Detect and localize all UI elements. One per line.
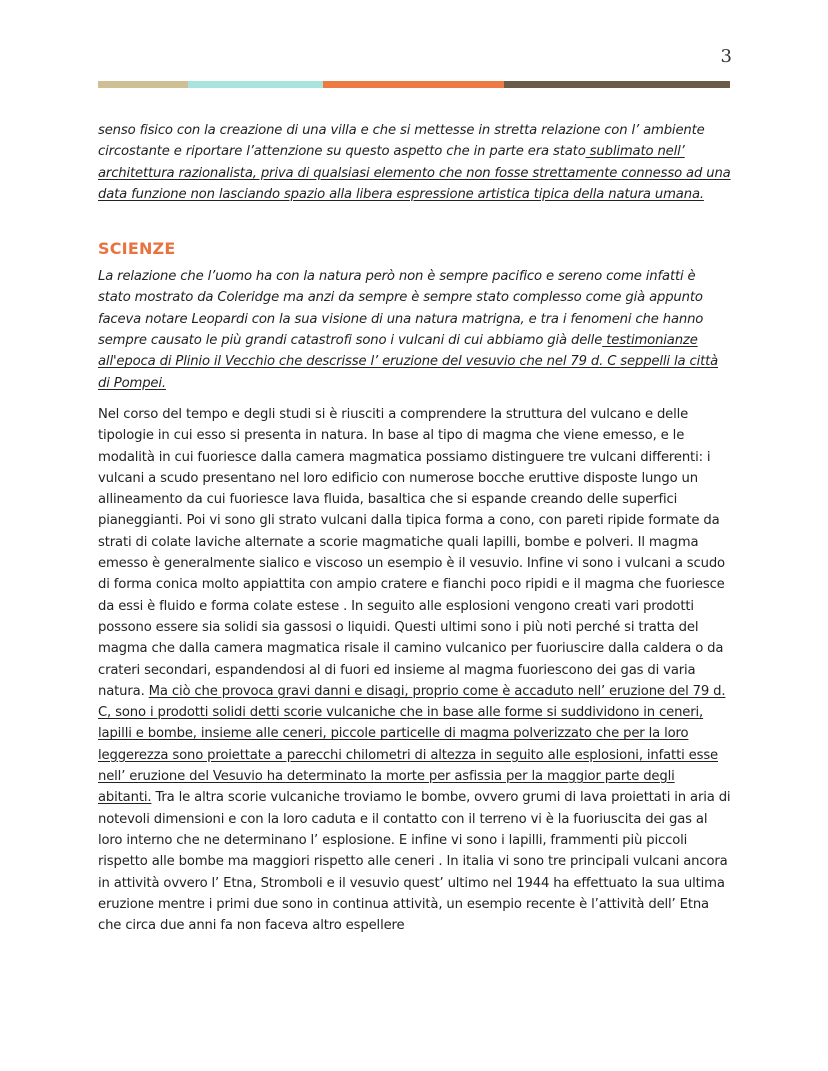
color-bar-segment-orange: [323, 81, 504, 88]
intro-text: senso fisico con la creazione di una villa e che si mettesse in stretta relazione con l’ ambiente circostante e riportare l’attenzione su questo aspetto che in parte era stato: [98, 123, 705, 160]
scienze-intro-paragraph: [98, 266, 732, 394]
section-heading-scienze: SCIENZE: [98, 239, 176, 259]
scienze-body-paragraph: [98, 404, 732, 936]
color-bar-segment-tan: [98, 81, 188, 88]
page-number: 3: [720, 46, 732, 67]
body-text-part1: Nel corso del tempo e degli studi si è riusciti a comprendere la struttura del vulcano e delle tipologie in cui esso si presenta in natura. In base al tipo di magma che viene emesso, e le modalità in cui fuoriesce dalla camera magmatica possiamo distinguere tre vulcani differenti: i vulcani a scudo presentano nel loro edificio con numerose bocche eruttive disposte lungo un allineamento da cui fuoriesce lava fluida, basaltica che si espande creando delle superfici pianeggianti. Poi vi sono gli strato vulcani dalla tipica forma a cono, con pareti ripide formate da strati di colate laviche alternate a scorie magmatiche quali lapilli, bombe e polveri. Il magma emesso è generalmente sialico e viscoso un esempio è il vesuvio. Infine vi sono i vulcani a scudo di forma conica molto appiattita con ampio cratere e fianchi poco ripidi e il magma che fuoriesce da essi è fluido e forma colate estese . In seguito alle esplosioni vengono creati vari prodotti possono essere sia solidi sia gassosi o liquidi. Questi ultimi sono i più noti perché si tratta del magma che dalla camera magmatica risale il camino vulcanico per fuoriuscire dalla caldera o da crateri secondari, espandendosi al di fuori ed insieme al magma fuoriescono dei gas di varia natura.: [98, 406, 725, 699]
body-text-part2: Tra le altra scorie vulcaniche troviamo le bombe, ovvero grumi di lava proiettati in aria di notevoli dimensioni e con la loro caduta e il contatto con il terreno vi è la fuoriuscita dei gas al loro interno che ne determinano l’ esplosione. E infine vi sono i lapilli, frammenti più piccoli rispetto alle bombe ma maggiori rispetto alle ceneri . In italia vi sono tre principali vulcani ancora in attività ovvero l’ Etna, Stromboli e il vesuvio quest’ ultimo nel 1944 ha effettuato la sua ultima eruzione mentre i primi due sono in continua attività, un esempio recente è l’attività dell’ Etna che circa due anni fa non faceva altro espellere: [98, 790, 731, 934]
intro-underlined-text: sublimato nell’ architettura razionalista, priva di qualsiasi elemento che non fosse strettamente connesso ad una data funzione non lasciando spazio alla libera espressione artistica tipica della natura umana.: [98, 144, 731, 202]
color-bar-segment-brown: [504, 81, 730, 88]
scienze-intro-text: La relazione che l’uomo ha con la natura però non è sempre pacifico e sereno come infatti è stato mostrato da Coleridge ma anzi da sempre è sempre stato complesso come già appunto faceva notare Leopardi con la sua visione di una natura matrigna, e tra i fenomeni che hanno sempre causato le più grandi catastrofi sono i vulcani di cui abbiamo già delle: [98, 269, 704, 349]
document-body: [98, 120, 732, 936]
header-color-bar: [98, 81, 730, 88]
body-underlined-text: Ma ciò che provoca gravi danni e disagi, proprio come è accaduto nell’ eruzione del 79 d. C, sono i prodotti solidi detti scorie vulcaniche che in base alle forme si suddividono in ceneri, lapilli e bombe, insieme alle ceneri, piccole particelle di magma polverizzato che per la loro leggerezza sono proiettate a parecchi chilometri di altezza in seguito alle esplosioni, infatti esse nell’ eruzione del Vesuvio ha determinato la morte per asfissia per la maggior parte degli abitanti.: [98, 683, 726, 806]
intro-paragraph: [98, 120, 732, 205]
color-bar-segment-aqua: [188, 81, 323, 88]
scienze-intro-underlined-text: testimonianze all'epoca di Plinio il Vecchio che descrisse l’ eruzione del vesuvio che nel 79 d. C seppelli la città di Pompei.: [98, 333, 719, 391]
